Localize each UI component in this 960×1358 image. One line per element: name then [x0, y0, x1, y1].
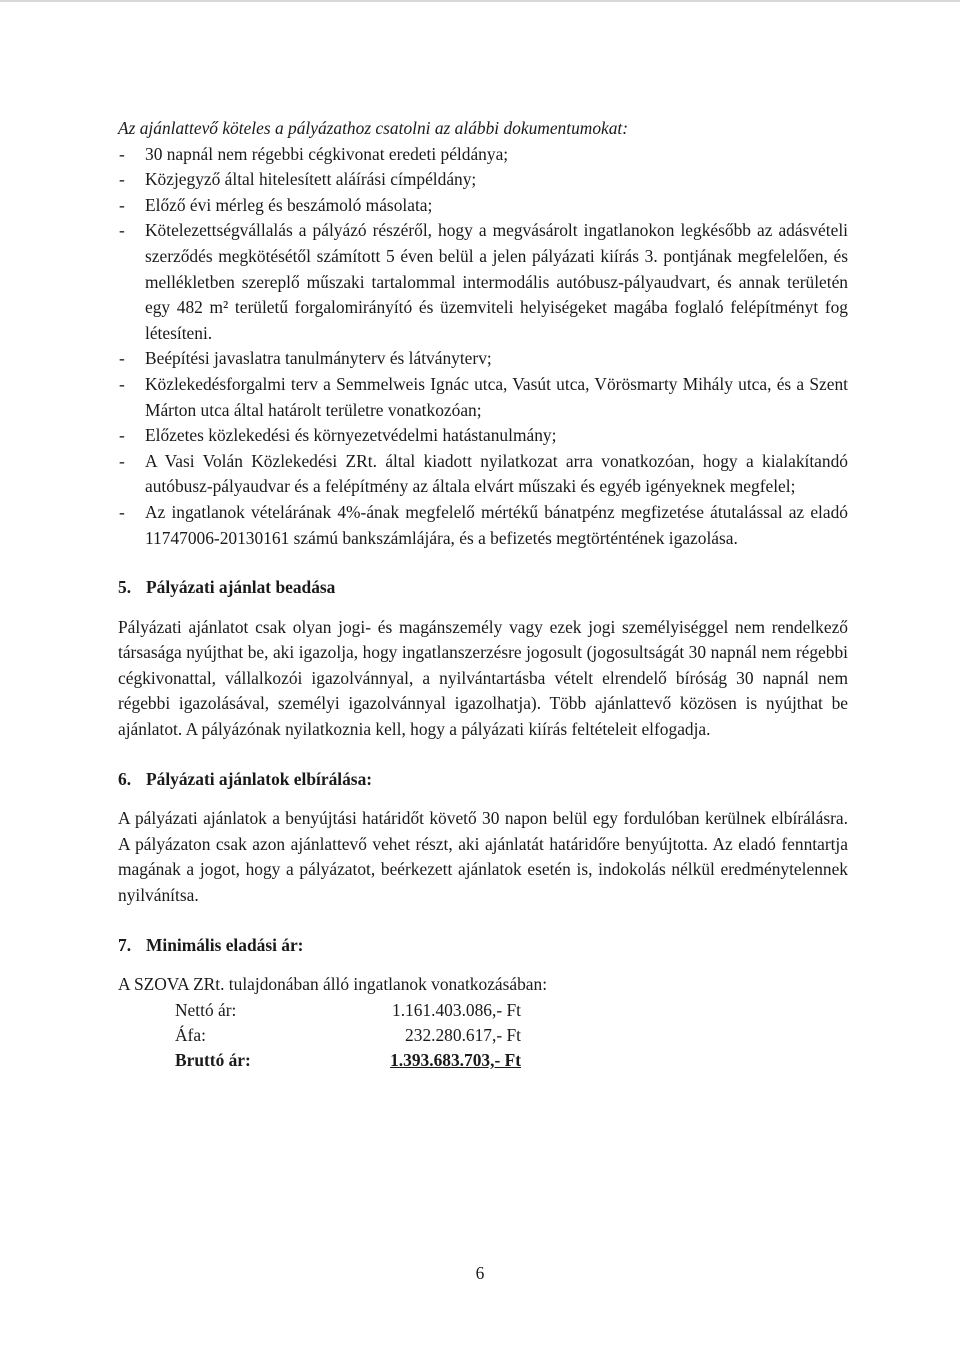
document-page: [118, 116, 848, 1073]
net-price-value: 1.161.403.086,- Ft: [392, 999, 521, 1020]
list-item: - A Vasi Volán Közlekedési ZRt. által kiadott nyilatkozat arra vonatkozóan, hogy a kialakítandó autóbusz-pályaudvar és a felépítmény az általa elvárt műszaki és egyéb igényeknek megfelel;: [118, 449, 848, 500]
page-top-edge: [0, 0, 960, 2]
price-table: [175, 998, 521, 1073]
section-heading: [118, 767, 848, 793]
section-heading: [118, 933, 848, 959]
required-documents-list: [118, 142, 848, 552]
section-body: A pályázati ajánlatok a benyújtási határidőt követő 30 napon belül egy fordulóban kerülnek elbírálásra. A pályázaton csak azon ajánlattevő vehet részt, aki ajánlatát határidőre benyújtotta. Az eladó fenntartja magának a jogot, hogy a pályázatot, beérkezett ajánlatok esetén is, indokolás nélkül eredménytelennek nyilvánítsa.: [118, 808, 848, 906]
list-item: - Előzetes közlekedési és környezetvédelmi hatástanulmány;: [118, 423, 848, 449]
vat-value: 232.280.617,- Ft: [405, 1024, 521, 1045]
list-item: - Közlekedésforgalmi terv a Semmelweis Ignác utca, Vasút utca, Vörösmarty Mihály utca, és a Szent Márton utca által határolt területre vonatkozóan;: [118, 372, 848, 423]
list-item: - Kötelezettségvállalás a pályázó részéről, hogy a megvásárolt ingatlanokon legkésőbb az adásvételi szerződés megkötésétől számított 5 éven belül a jelen pályázati kiírás 3. pontjának megfelelően, és mellékletben szereplő műszaki tartalommal intermodális autóbusz-pályaudvart, és annak területén egy 482 m² területű forgalomirányító és üzemviteli helyiségeket magába foglaló felépítményt fog létesíteni.: [118, 218, 848, 346]
list-item: - 30 napnál nem régebbi cégkivonat eredeti példánya;: [118, 142, 848, 168]
gross-price-value: 1.393.683.703,- Ft: [390, 1049, 521, 1070]
section-body: Pályázati ajánlatot csak olyan jogi- és magánszemély vagy ezek jogi személyiséggel nem rendelkező társasága nyújthat be, aki igazolja, hogy ingatlanszerzésre jogosult (jogosultságát 30 napnál nem régebbi cégkivonattal, vállalkozói igazolvánnyal, a nyilvántartásba vételt elrendelő bíróság 30 napnál nem régebbi igazolásával, személyi igazolvánnyal igazolhatja). Több ajánlattevő közösen is nyújthat be ajánlatot. A pályázónak nyilatkoznia kell, hogy a pályázati kiírás feltételeit elfogadja.: [118, 616, 848, 740]
list-item: - Beépítési javaslatra tanulmányterv és látványterv;: [118, 346, 848, 372]
section-number: 6.: [118, 768, 132, 789]
vat-row: [175, 1023, 521, 1048]
section-5: [118, 575, 848, 743]
documents-intro: Az ajánlattevő köteles a pályázathoz csatolni az alábbi dokumentumokat:: [118, 118, 629, 138]
gross-price-cell: [373, 1048, 521, 1073]
section-6: [118, 767, 848, 909]
section-heading: [118, 575, 848, 601]
net-price-label: Nettó ár:: [175, 999, 237, 1020]
section-title: Minimális eladási ár:: [146, 934, 304, 955]
list-item: - Az ingatlanok vételárának 4%-ának megfelelő mértékű bánatpénz megfizetése átutalással az eladó 11747006-20130161 számú bankszámlájára, és a befizetés megtörténtének igazolása.: [118, 500, 848, 551]
section-number: 5.: [118, 577, 132, 598]
section-number: 7.: [118, 934, 132, 955]
gross-price-row: [175, 1048, 521, 1073]
price-intro: A SZOVA ZRt. tulajdonában álló ingatlanok vonatkozásában:: [118, 974, 548, 995]
page-number: 6: [475, 1263, 485, 1283]
section-title: Pályázati ajánlatok elbírálása:: [146, 768, 373, 789]
gross-price-label: Bruttó ár:: [175, 1049, 251, 1070]
section-7: [118, 933, 848, 1073]
section-title: Pályázati ajánlat beadása: [146, 577, 336, 598]
list-item: - Közjegyző által hitelesített aláírási címpéldány;: [118, 167, 848, 193]
vat-label: Áfa:: [175, 1024, 206, 1045]
net-price-row: [175, 998, 521, 1023]
list-item: - Előző évi mérleg és beszámoló másolata;: [118, 193, 848, 219]
